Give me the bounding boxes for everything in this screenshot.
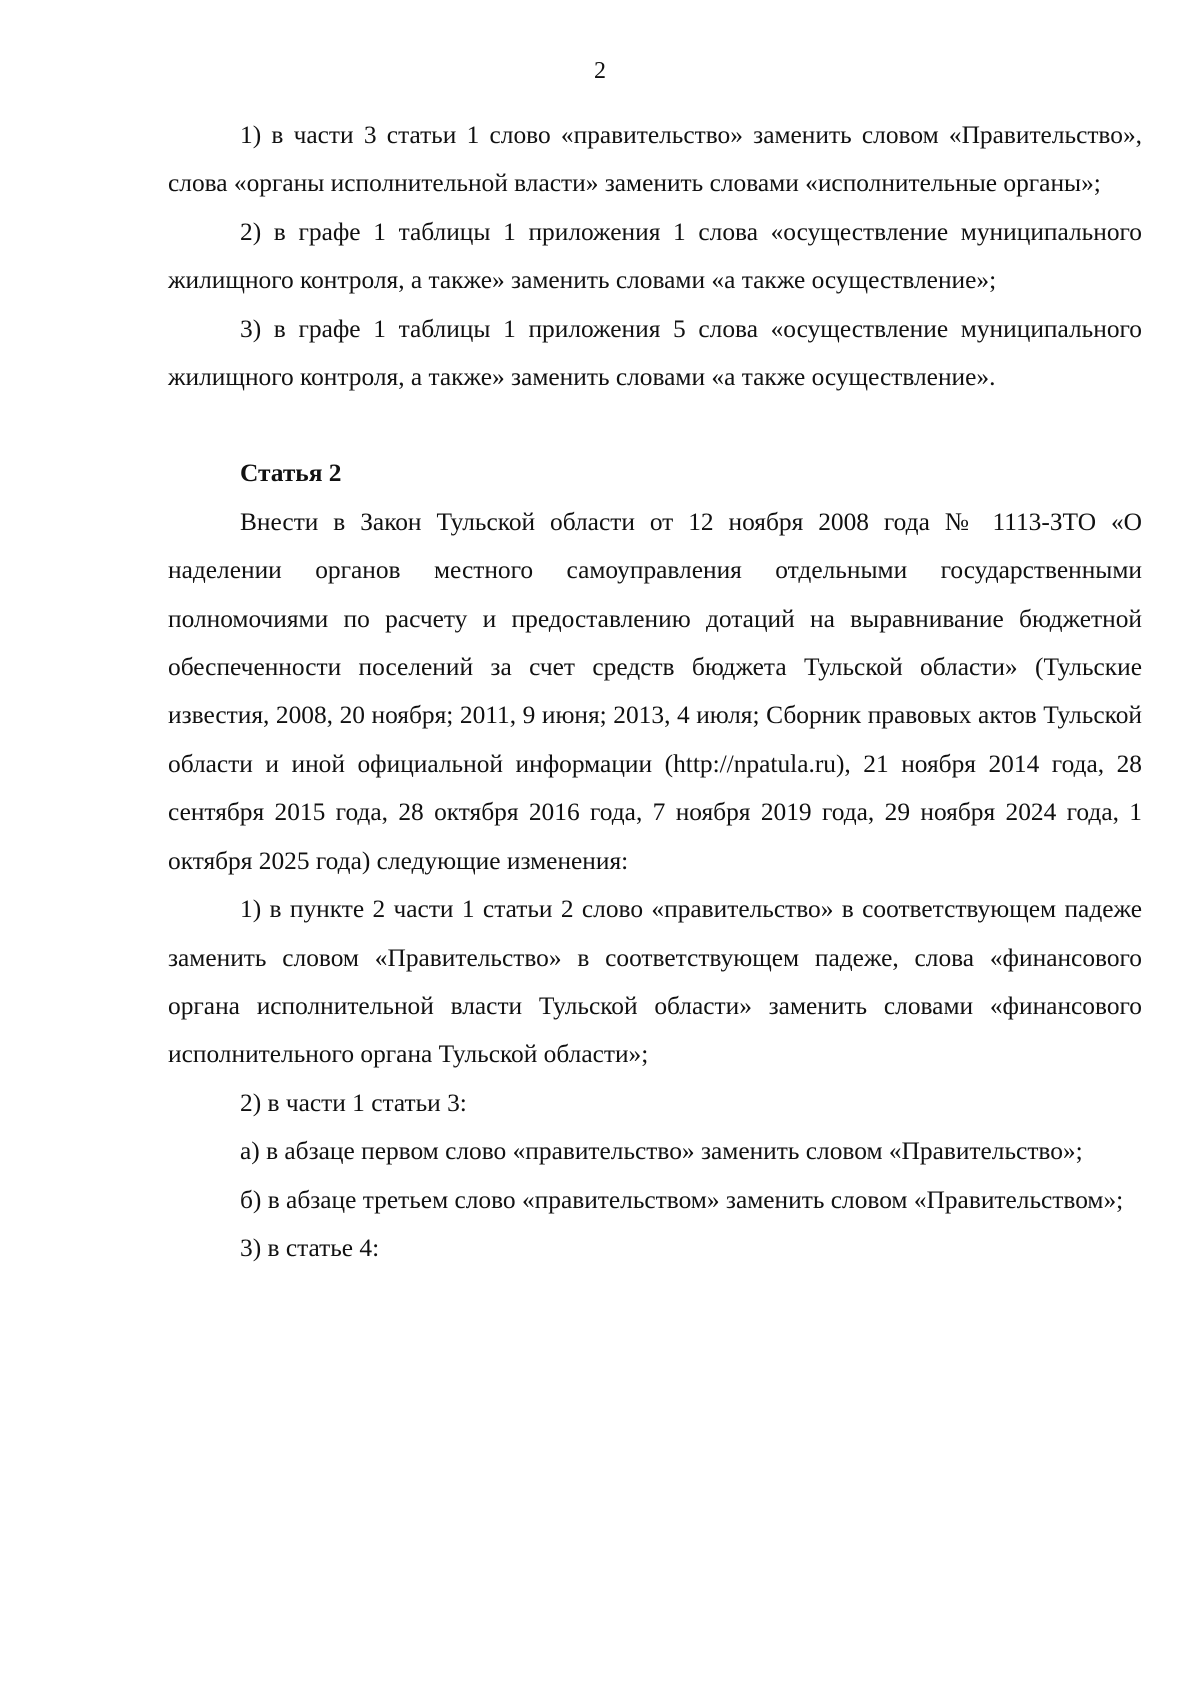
article2-item-2: 2) в части 1 статьи 3: (240, 1088, 467, 1117)
article1-item-2: 2) в графе 1 таблицы 1 приложения 1 слова «осуществление муниципального жилищного контроля, а также» заменить словами «а также осуществление»; (168, 217, 1142, 295)
article2-item-3: 3) в статье 4: (240, 1233, 380, 1262)
article1-item-3: 3) в графе 1 таблицы 1 приложения 5 слова «осуществление муниципального жилищного контроля, а также» заменить словами «а также осуществление». (168, 314, 1142, 392)
article1-item-1: 1) в части 3 статьи 1 слово «правительство» заменить словом «Правительство», слова «органы исполнительной власти» заменить словами «исполнительные органы»; (168, 121, 1142, 198)
article2-heading: Статья 2 (240, 459, 342, 488)
article2-item-2a: а) в абзаце первом слово «правительство» заменить словом «Правительство»; (240, 1137, 1083, 1166)
article2-item-1: 1) в пункте 2 части 1 статьи 2 слово «правительство» в соответствующем падеже заменить словом «Правительство» в соответствующем падеже, слова «финансового органа исполнительной власти Тульской области» заменить словами «финансового исполнительного органа Тульской области»; (168, 895, 1142, 1069)
article2-intro: Внести в Закон Тульской области от 12 ноября 2008 года № 1113-ЗТО «О наделении органов местного самоуправления отдельными государственными полномочиями по расчету и предоставлению дотаций на выравнивание бюджетной обеспеченности поселений за счет средств бюджета Тульской области» (Тульские известия, 2008, 20 ноября; 2011, 9 июня; 2013, 4 июля; Сборник правовых актов Тульской области и иной официальной информации (http://npatula.ru), 21 ноября 2014 года, 28 сентября 2015 года, 28 октября 2016 года, 7 ноября 2019 года, 29 ноября 2024 года, 1 октября 2025 года) следующие изменения: (168, 507, 1142, 875)
document-body (168, 111, 1142, 1272)
page-number: 2 (594, 58, 606, 84)
article2-item-2b: б) в абзаце третьем слово «правительством» заменить словом «Правительством»; (240, 1185, 1124, 1214)
